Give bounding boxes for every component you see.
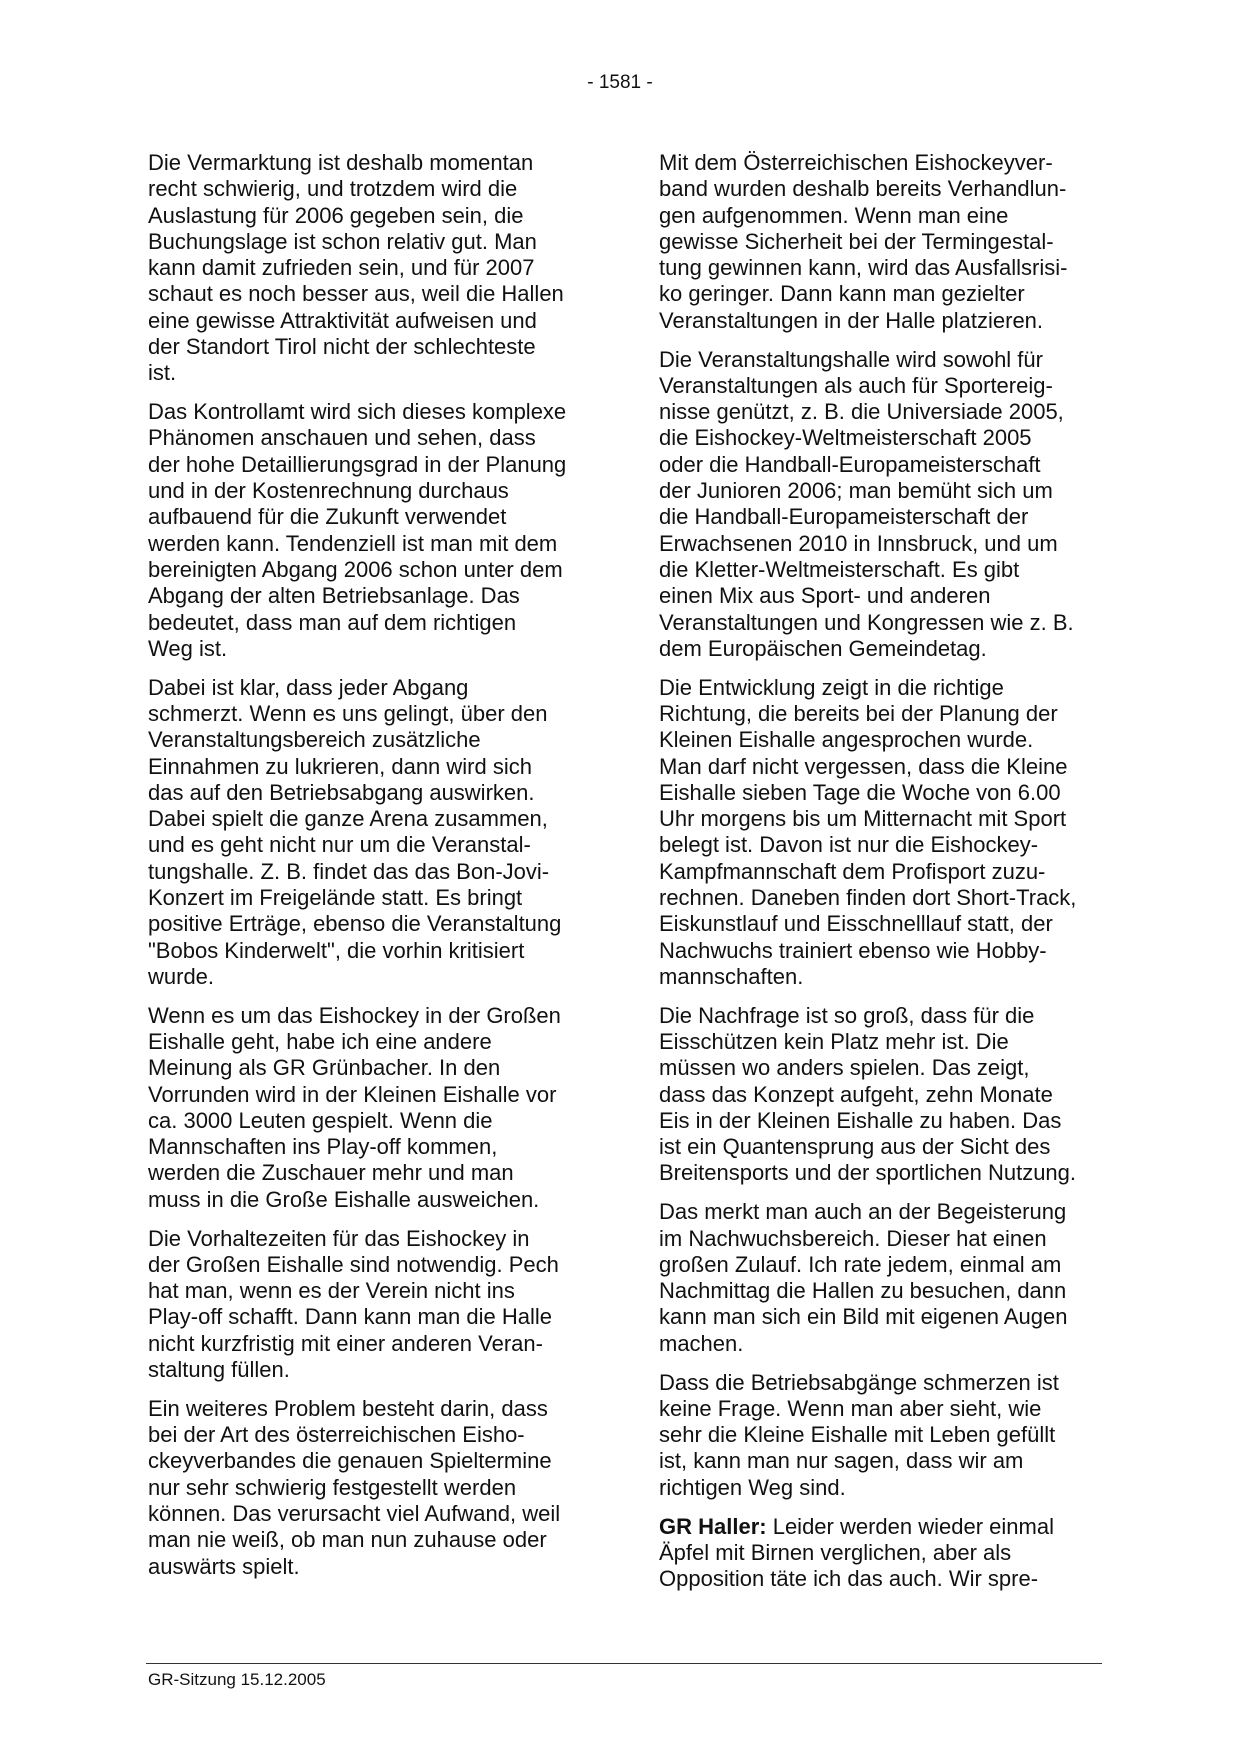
paragraph: Wenn es um das Eishockey in der Großen Eishalle geht, habe ich eine andere Meinung als GR Grünbacher. In den Vorrunden wird in der Kleinen Eishalle vor ca. 3000 Leuten gespielt. Wenn die Mannschaften ins Play-off kommen, werden die Zuschauer mehr und man muss in die Große Eishalle ausweichen. xyxy=(148,1002,561,1212)
paragraph: Die Vorhaltezeiten für das Eishockey in der Großen Eishalle sind notwendig. Pech hat man, wenn es der Verein nicht ins Play-off schafft. Dann kann man die Halle nicht kurzfristig mit einer anderen Veran- staltung füllen. xyxy=(148,1225,559,1383)
paragraph: Das Kontrollamt wird sich dieses komplexe Phänomen anschauen und sehen, dass der hohe Detaillierungsgrad in der Planung und in der Kostenrechnung durchaus aufbauend für die Zukunft verwendet werden kann. Tendenziell ist man mit dem bereinigten Abgang 2006 schon unter dem Abgang der alten Betriebsanlage. Das bedeutet, dass man auf dem richtigen Weg ist. xyxy=(148,399,567,661)
paragraph: Die Veranstaltungshalle wird sowohl für Veranstaltungen als auch für Sportereig- nisse genützt, z. B. die Universiade 2005, die Eishockey-Weltmeisterschaft 2005 oder die Handball-Europameisterschaft der Junioren 2006; man bemüht sich um die Handball-Europameisterschaft der Erwachsenen 2010 in Innsbruck, und um die Kletter-Weltmeisterschaft. Es gibt einen Mix aus Sport- und anderen Veranstaltungen und Kongressen wie z. B. dem Europäischen Gemeindetag. xyxy=(659,346,1074,661)
paragraph: Dass die Betriebsabgänge schmerzen ist keine Frage. Wenn man aber sieht, wie sehr die Kleine Eishalle mit Leben gefüllt ist, kann man nur sagen, dass wir am richtigen Weg sind. xyxy=(659,1369,1059,1500)
footer-session-date: GR-Sitzung 15.12.2005 xyxy=(148,1670,326,1689)
paragraph: Die Entwicklung zeigt in die richtige Richtung, die bereits bei der Planung der Kleinen Eishalle angesprochen wurde. Man darf nicht vergessen, dass die Kleine Eishalle sieben Tage die Woche von 6.00 Uhr morgens bis um Mitternacht mit Sport belegt ist. Davon ist nur die Eishockey- Kampfmannschaft dem Profisport zuzu- rechnen. Daneben finden dort Short-Track, Eiskunstlauf und Eisschnelllauf statt, der Nachwuchs trainiert ebenso wie Hobby- mannschaften. xyxy=(659,674,1077,989)
paragraph: Dabei ist klar, dass jeder Abgang schmerzt. Wenn es uns gelingt, über den Veranstaltungsbereich zusätzliche Einnahmen zu lukrieren, dann wird sich das auf den Betriebsabgang auswirken. Dabei spielt die ganze Arena zusammen, und es geht nicht nur um die Veranstal- tungshalle. Z. B. findet das das Bon-Jovi- Konzert im Freigelände statt. Es bringt positive Erträge, ebenso die Veranstaltung "Bobos Kinderwelt", die vorhin kritisiert wurde. xyxy=(148,674,562,989)
page-number: - 1581 - xyxy=(587,72,653,93)
right-column xyxy=(659,150,1105,1605)
speaker-paragraph xyxy=(659,1514,1105,1593)
paragraph: Mit dem Österreichischen Eishockeyver- band wurden deshalb bereits Verhandlun- gen aufgenommen. Wenn man eine gewisse Sicherheit bei der Termingestal- tung gewinnen kann, wird das Ausfallsrisi- ko geringer. Dann kann man gezielter Veranstaltungen in der Halle platzieren. xyxy=(659,150,1068,333)
left-column xyxy=(148,150,594,1592)
speaker-name: GR Haller: xyxy=(659,1513,767,1539)
speaker-text: Leider werden wieder einmal Äpfel mit Birnen verglichen, aber als Opposition täte ich das auch. Wir spre- xyxy=(659,1513,1054,1592)
paragraph: Die Nachfrage ist so groß, dass für die Eisschützen kein Platz mehr ist. Die müssen wo anders spielen. Das zeigt, dass das Konzept aufgeht, zehn Monate Eis in der Kleinen Eishalle zu haben. Das ist ein Quantensprung aus der Sicht des Breitensports und der sportlichen Nutzung. xyxy=(659,1002,1077,1186)
paragraph: Die Vermarktung ist deshalb momentan recht schwierig, und trotzdem wird die Auslastung für 2006 gegeben sein, die Buchungslage ist schon relativ gut. Man kann damit zufrieden sein, und für 2007 schaut es noch besser aus, weil die Hallen eine gewisse Attraktivität aufweisen und der Standort Tirol nicht der schlechteste ist. xyxy=(148,150,564,386)
paragraph: Das merkt man auch an der Begeisterung im Nachwuchsbereich. Dieser hat einen großen Zulauf. Ich rate jedem, einmal am Nachmittag die Hallen zu besuchen, dann kann man sich ein Bild mit eigenen Augen machen. xyxy=(659,1199,1068,1356)
footer-divider xyxy=(146,1663,1102,1664)
paragraph: Ein weiteres Problem besteht darin, dass bei der Art des österreichischen Eisho- ckeyverbandes die genauen Spieltermine nur sehr schwierig festgestellt werden können. Das verursacht viel Aufwand, weil man nie weiß, ob man nun zuhause oder auswärts spielt. xyxy=(148,1395,561,1579)
